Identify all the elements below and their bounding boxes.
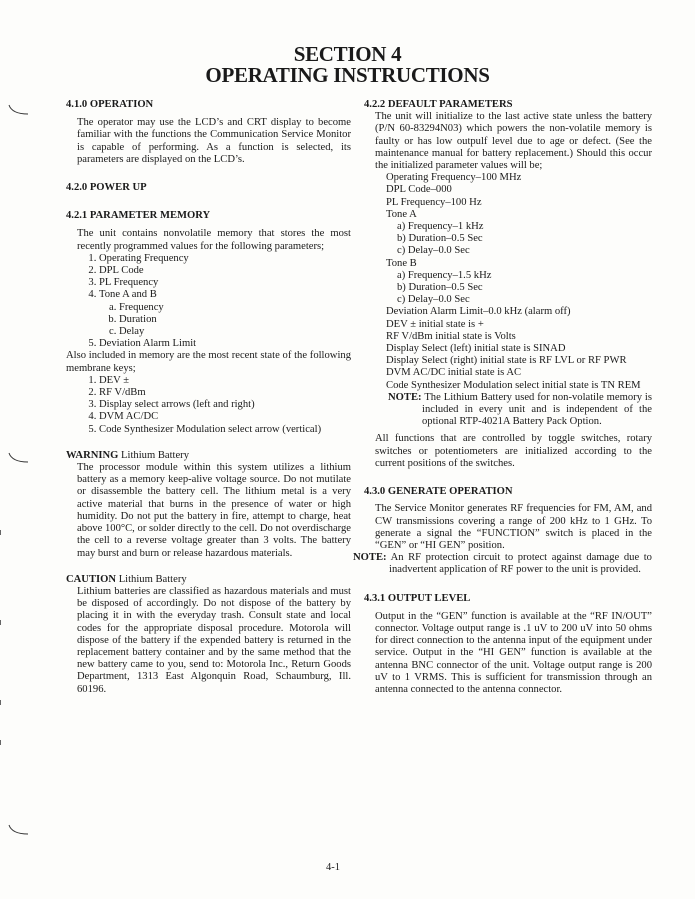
value-line: Tone B: [386, 257, 417, 269]
scan-edge-tick: [0, 530, 1, 535]
generate-paragraph: The Service Monitor generates RF frequencies for FM, AM, and CW transmissions covering a range of 200 kHz to 1 GHz. To generate a signal the “FUNCTION” switch is placed in the “GEN” or “HI GEN” position.: [375, 503, 652, 551]
list-item: b. Duration: [119, 314, 351, 326]
parameter-list: [66, 253, 351, 351]
caution-title: Lithium Battery: [118, 573, 187, 585]
heading-4-2-2: 4.2.2 DEFAULT PARAMETERS: [364, 99, 513, 110]
heading-4-3-0: 4.3.0 GENERATE OPERATION: [364, 486, 513, 498]
value-line: DVM AC/DC initial state is AC: [386, 367, 522, 379]
binder-mark-icon: [8, 452, 32, 464]
scan-edge-tick: [0, 620, 1, 625]
membrane-keys-intro: Also included in memory are the most recent state of the following membrane keys;: [66, 350, 351, 374]
caution-paragraph: Lithium batteries are classified as hazardous materials and must be disposed of accordingly. Do not dispose of the battery by placing it in with the everyday trash. Consult state and local codes for the appropriate disposal procedure. Motorola will dispose of the battery if the expended battery is returned in the replacement battery container and by the same method that the new battery came to you, send to: Motorola Inc., Return Goods Department, 1313 East Algonquin Road, Schaumburg, Ill. 60196.: [77, 585, 351, 695]
binder-mark-icon: [8, 824, 32, 836]
heading-4-3-1: 4.3.1 OUTPUT LEVEL: [364, 592, 471, 604]
list-item: [99, 289, 351, 338]
warning-title: Lithium Battery: [121, 449, 190, 461]
value-line: Code Synthesizer Modulation select initial state is TN REM: [386, 379, 641, 391]
value-line: Operating Frequency–100 MHz: [386, 172, 522, 184]
list-item-label: Tone A and B: [99, 289, 157, 301]
scan-edge-tick: [0, 740, 1, 745]
heading-4-2-1: 4.2.1 PARAMETER MEMORY: [66, 210, 211, 222]
heading-4-1-0: 4.1.0 OPERATION: [66, 99, 154, 110]
warning-label: WARNING: [66, 449, 119, 461]
battery-note: [364, 392, 652, 429]
value-line: Display Select (left) initial state is SINAD: [386, 343, 566, 355]
switches-paragraph: All functions that are controlled by toggle switches, rotary switches or potentiometers are initialized according to the current positions of the switches.: [375, 433, 652, 469]
list-item: 5. Code Synthesizer Modulation select arrow (vertical): [99, 424, 351, 436]
caution-heading: [66, 574, 351, 586]
warning-heading: [66, 450, 351, 462]
list-item: 5. Deviation Alarm Limit: [99, 338, 351, 350]
value-line: Tone A: [386, 208, 417, 220]
note-text: The Lithium Battery used for non-volatile memory is included in every unit and is independent of the optional RTP-4021A Battery Pack Option.: [422, 391, 652, 428]
note-label: NOTE:: [353, 552, 387, 564]
operation-paragraph: The operator may use the LCD’s and CRT display to become familiar with the functions the Communication Service Monitor is capable of performing. As a function is selected, its parameters are displayed on the LCD’s.: [77, 117, 351, 165]
value-line: PL Frequency–100 Hz: [386, 196, 482, 208]
value-line: DEV ± initial state is +: [386, 318, 484, 330]
scan-edge-tick: [0, 700, 1, 705]
tone-sub-list: [99, 302, 351, 339]
list-item: 2. RF V/dBm: [99, 387, 351, 399]
value-line: Display Select (right) initial state is RF LVL or RF PWR: [386, 355, 627, 367]
page-number: 4-1: [326, 862, 340, 873]
heading-4-2-0: 4.2.0 POWER UP: [66, 182, 147, 194]
note-text: An RF protection circuit to protect against damage due to inadvertent application of RF power to the unit is provided.: [389, 552, 652, 576]
caution-label: CAUTION: [66, 573, 117, 585]
rf-protection-note: [353, 552, 652, 576]
default-values: [364, 172, 652, 392]
membrane-keys-list: [66, 375, 351, 436]
value-line: b) Duration–0.5 Sec: [397, 233, 483, 245]
page-title: OPERATING INSTRUCTIONS: [205, 63, 490, 87]
default-parameters-paragraph: The unit will initialize to the last active state unless the battery (P/N 60-83294N03) which powers the non-volatile memory is faulty or has low outpulf level due to age or defect. (See the maintenance manual for battery replacement.) Should this occur the initialized parameter values will be;: [375, 111, 652, 172]
list-item: a. Frequency: [119, 302, 351, 314]
value-line: c) Delay–0.0 Sec: [397, 245, 470, 257]
output-level-paragraph: Output in the “GEN” function is available at the “RF IN/OUT” connector. Voltage output range is .1 uV to 200 uV into 50 ohms for direct connection to the antenna input of the equipment under service. Output in the “HI GEN” function is available at the antenna BNC connector of the unit. Voltage output range is 200 uV to 1 VRMS. This is sufficient for transmission through an antenna connected to the antenna connector.: [375, 610, 652, 695]
list-item: c. Delay: [119, 326, 351, 338]
value-line: Deviation Alarm Limit–0.0 kHz (alarm off): [386, 306, 571, 318]
parameter-memory-intro: The unit contains nonvolatile memory that stores the most recently programmed values for the following parameters;: [77, 228, 351, 252]
list-item: 1. Operating Frequency: [99, 253, 351, 265]
value-line: a) Frequency–1.5 kHz: [397, 269, 492, 281]
value-line: DPL Code–000: [386, 184, 452, 196]
value-line: b) Duration–0.5 Sec: [397, 282, 483, 294]
list-item: 2. DPL Code: [99, 265, 351, 277]
value-line: RF V/dBm initial state is Volts: [386, 330, 516, 342]
list-item: 1. DEV ±: [99, 375, 351, 387]
value-line: a) Frequency–1 kHz: [397, 221, 484, 233]
section-number: SECTION 4: [293, 42, 402, 66]
list-item: 4. DVM AC/DC: [99, 411, 351, 423]
left-column: [66, 99, 351, 696]
list-item: 3. Display select arrows (left and right): [99, 399, 351, 411]
note-label: NOTE:: [388, 391, 422, 403]
list-item: 3. PL Frequency: [99, 277, 351, 289]
warning-paragraph: The processor module within this system utilizes a lithium battery as a memory keep-alive voltage source. Do not mutilate or disassemble the battery cell. The lithium metal is a very active material that burns in the presence of water or high humidity. Do not put the battery in fire, attempt to charge, heat above 100°C, or solder directly to the cell. Do not overdischarge the cell to a reverse voltage greater than 3 volts. The battery may burst and burn or release hazardous materials.: [77, 462, 351, 559]
value-line: c) Delay–0.0 Sec: [397, 294, 470, 306]
right-column: [353, 99, 652, 696]
binder-mark-icon: [8, 104, 32, 116]
